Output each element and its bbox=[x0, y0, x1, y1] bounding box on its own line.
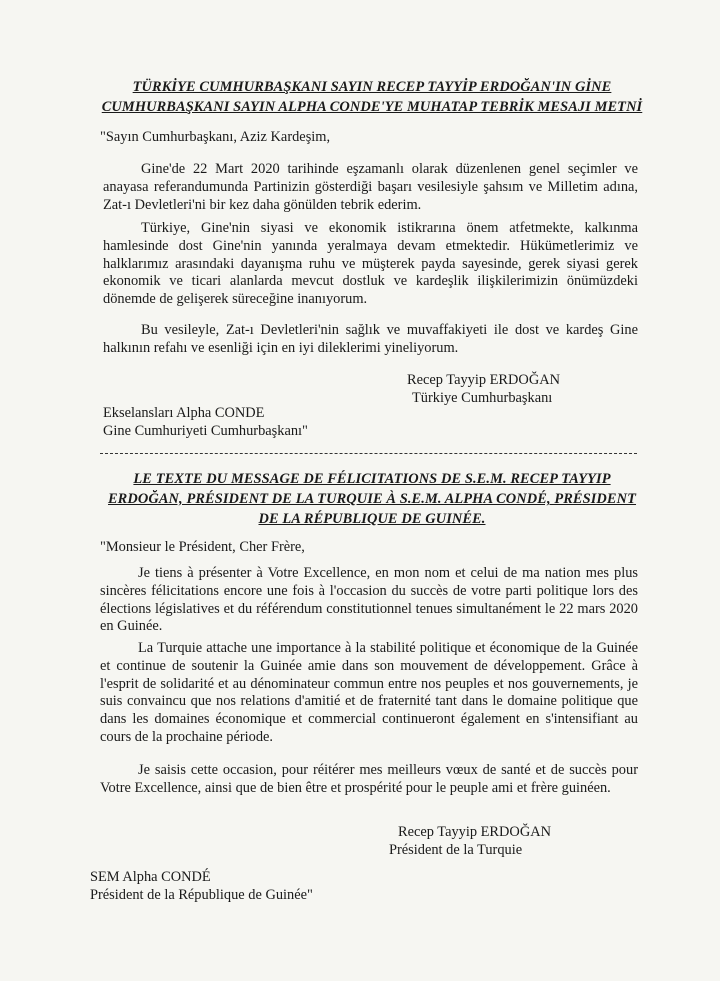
tr-signer-name: Recep Tayyip ERDOĞAN bbox=[407, 372, 560, 388]
fr-title-line-1: LE TEXTE DU MESSAGE DE FÉLICITATIONS DE S.E.M. RECEP TAYYIP bbox=[133, 471, 611, 487]
tr-title-line-2: CUMHURBAŞKANI SAYIN ALPHA CONDE'YE MUHATAP TEBRİK MESAJI METNİ bbox=[101, 99, 643, 115]
tr-paragraph-3-text: Bu vesileyle, Zat-ı Devletleri'nin sağlık ve muvaffakiyeti ile dost ve kardeş Gine halkının refahı ve esenliği için en iyi dileklerimi yineliyorum. bbox=[103, 322, 638, 356]
tr-recipient-name: Ekselansları Alpha CONDE bbox=[103, 405, 265, 421]
fr-signer-title: Président de la Turquie bbox=[389, 842, 523, 858]
tr-paragraph-3 bbox=[103, 322, 638, 358]
fr-paragraph-1-text: Je tiens à présenter à Votre Excellence, en mon nom et celui de ma nation mes plus sincères félicitations encore une fois à l'occasion du succès de votre parti politique lors des élections législatives et du référendum constitutionnel tenues simultanément le 22 mars 2020 en Guinée. bbox=[100, 565, 638, 635]
tr-paragraph-2-text: Türkiye, Gine'nin siyasi ve ekonomik istikrarına önem atfetmekte, kalkınma hamlesinde dost Gine'nin yanında yeralmaya devam etmektedir. Hükümetlerimiz ve halklarımız arasındaki dayanışma ruhu ve müşterek payda sayesinde, gerek siyasi gerek ekonomik ve ticari alanlarda mevcut dostluk ve kardeşlik ilişkilerimizin önümüzdeki dönemde de gelişerek süreceğine inanıyorum. bbox=[103, 220, 638, 308]
fr-title-line-2: ERDOĞAN, PRÉSIDENT DE LA TURQUIE À S.E.M. ALPHA CONDÉ, PRÉSIDENT bbox=[107, 491, 637, 507]
tr-paragraph-1-text: Gine'de 22 Mart 2020 tarihinde eşzamanlı olarak düzenlenen genel seçimler ve anayasa referandumunda Partinizin gösterdiği başarı vesilesiyle şahsım ve Milletim adına, Zat-ı Devletleri'ni bir kez daha gönülden tebrik ederim. bbox=[103, 161, 638, 213]
fr-title-line-3: DE LA RÉPUBLIQUE DE GUINÉE. bbox=[258, 511, 486, 527]
fr-paragraph-1 bbox=[100, 565, 638, 636]
fr-salutation: "Monsieur le Président, Cher Frère, bbox=[100, 539, 305, 555]
section-separator bbox=[100, 453, 637, 454]
fr-recipient-name: SEM Alpha CONDÉ bbox=[90, 869, 211, 885]
tr-paragraph-1 bbox=[103, 161, 638, 214]
tr-signer-title: Türkiye Cumhurbaşkanı bbox=[412, 390, 553, 406]
tr-paragraph-2 bbox=[103, 220, 638, 309]
fr-recipient-title: Président de la République de Guinée" bbox=[90, 887, 313, 903]
fr-signer-name: Recep Tayyip ERDOĞAN bbox=[398, 824, 551, 840]
fr-paragraph-2-text: La Turquie attache une importance à la stabilité politique et économique de la Guinée et continue de soutenir la Guinée amie dans son mouvement de développement. Grâce à l'esprit de solidarité et au dénominateur commun entre nos peuples et nos gouvernements, je suis convaincu que nos relations d'amitié et de fraternité tant dans le domaine politique que dans les domaines économique et commercial continueront également en s'intensifiant au cours de la prochaine période. bbox=[100, 640, 638, 745]
tr-salutation: "Sayın Cumhurbaşkanı, Aziz Kardeşim, bbox=[100, 129, 331, 145]
fr-paragraph-3-text: Je saisis cette occasion, pour réitérer mes meilleurs vœux de santé et de succès pour Votre Excellence, ainsi que de bien être et prospérité pour le peuple ami et frère guinéen. bbox=[100, 762, 638, 796]
fr-paragraph-2 bbox=[100, 640, 638, 747]
tr-recipient-title: Gine Cumhuriyeti Cumhurbaşkanı" bbox=[103, 423, 308, 439]
tr-title-line-1: TÜRKİYE CUMHURBAŞKANI SAYIN RECEP TAYYİP ERDOĞAN'IN GİNE bbox=[132, 79, 612, 95]
fr-paragraph-3 bbox=[100, 762, 638, 798]
